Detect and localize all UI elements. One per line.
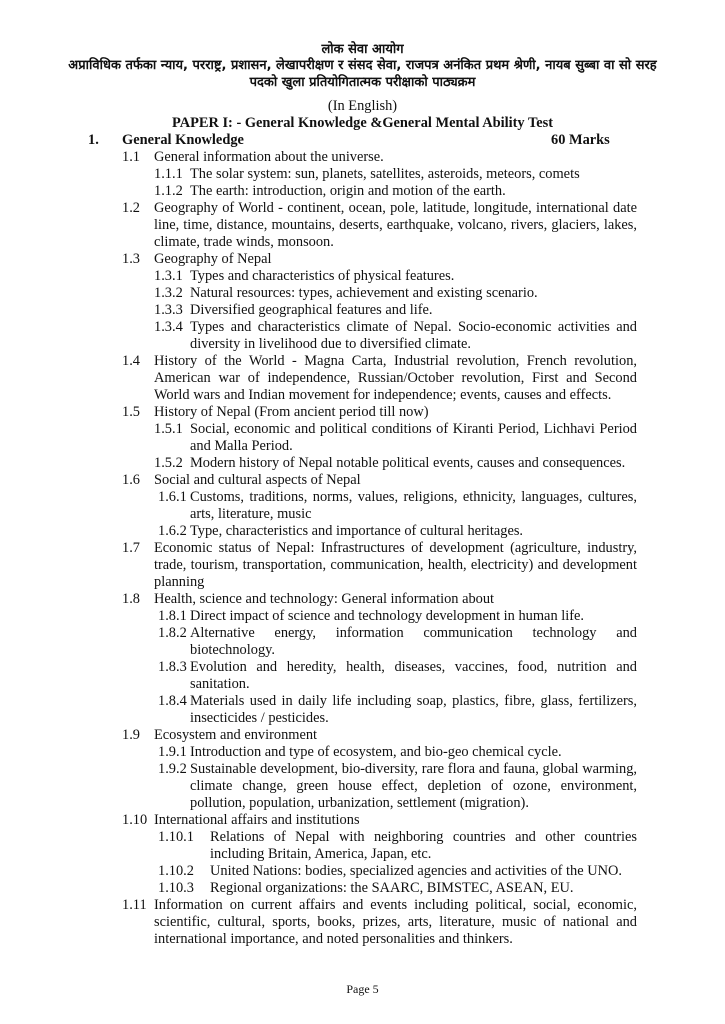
item-number: 1.5.2 (154, 455, 183, 471)
item-number: 1.8 (122, 591, 140, 607)
item-number: 1.7 (122, 540, 140, 556)
item-text: Materials used in daily life including soap, plastics, fibre, glass, fertilizers, insecticides / pesticides. (190, 693, 637, 727)
item-text: Evolution and heredity, health, diseases, vaccines, food, nutrition and sanitation. (190, 659, 637, 693)
item-text: Social, economic and political conditions of Kiranti Period, Lichhavi Period and Malla Period. (190, 421, 637, 455)
item-text: Introduction and type of ecosystem, and bio-geo chemical cycle. (190, 744, 562, 760)
item-number: 1.3.2 (154, 285, 183, 301)
item-text: General information about the universe. (154, 149, 384, 165)
item-number: 1.8.4 (158, 693, 187, 709)
item-number: 1.2 (122, 200, 140, 216)
item-number: 1.1.1 (154, 166, 183, 182)
item-text: Modern history of Nepal notable political events, causes and consequences. (190, 455, 626, 471)
item-text: The earth: introduction, origin and motion of the earth. (190, 183, 506, 199)
item-number: 1.3.1 (154, 268, 183, 284)
item-text: Health, science and technology: General information about (154, 591, 495, 607)
item-number: 1.8.3 (158, 659, 187, 675)
item-number: 1.5.1 (154, 421, 183, 437)
item-text: Customs, traditions, norms, values, religions, ethnicity, languages, cultures, arts, literature, music (190, 489, 637, 523)
item-number: 1.5 (122, 404, 140, 420)
item-number: 1.10.1 (158, 829, 194, 845)
paper-title: PAPER I: - General Knowledge &General Mental Ability Test (171, 115, 554, 131)
item-number: 1.9 (122, 727, 140, 743)
item-text: Alternative energy, information communication technology and biotechnology. (190, 625, 637, 659)
header-line-3: पदको खुला प्रतियोगितात्मक परीक्षाको पाठ्यक्रम (249, 75, 476, 90)
item-text: Ecosystem and environment (154, 727, 318, 743)
section-number: 1. (88, 132, 99, 148)
item-text: Diversified geographical features and life. (190, 302, 433, 318)
item-number: 1.6.2 (158, 523, 187, 539)
item-text: Geography of World - continent, ocean, pole, latitude, longitude, international date line, time, distance, mountains, deserts, earthquake, volcano, rivers, glaciers, lakes, climate, trade winds, monsoon. (154, 200, 637, 251)
item-text: Direct impact of science and technology development in human life. (190, 608, 585, 624)
page-number: Page 5 (346, 982, 379, 996)
item-text: Type, characteristics and importance of cultural heritages. (190, 523, 524, 539)
item-text: Types and characteristics climate of Nepal. Socio-economic activities and diversity in livelihood due to diversified climate. (190, 319, 637, 353)
item-number: 1.8.1 (158, 608, 187, 624)
item-number: 1.10 (122, 812, 148, 828)
item-text: Natural resources: types, achievement and existing scenario. (190, 285, 538, 301)
item-number: 1.1.2 (154, 183, 183, 199)
item-text: Economic status of Nepal: Infrastructures of development (agriculture, industry, trade, tourism, transportation, communication, health, electricity) and development planning (154, 540, 637, 591)
item-number: 1.10.3 (158, 880, 194, 896)
item-number: 1.3.4 (154, 319, 183, 335)
item-number: 1.9.1 (158, 744, 187, 760)
item-number: 1.4 (122, 353, 140, 369)
item-text: Geography of Nepal (154, 251, 272, 267)
item-text: Regional organizations: the SAARC, BIMSTEC, ASEAN, EU. (210, 880, 574, 896)
item-text: History of the World - Magna Carta, Industrial revolution, French revolution, American war of independence, Russian/October revolution, First and Second World wars and Indian movement for independence; events, causes and effects. (154, 353, 637, 404)
item-number: 1.3.3 (154, 302, 183, 318)
item-number: 1.11 (122, 897, 147, 913)
section-title: General Knowledge (122, 132, 244, 148)
item-text: The solar system: sun, planets, satellites, asteroids, meteors, comets (190, 166, 580, 182)
item-number: 1.3 (122, 251, 140, 267)
item-text: United Nations: bodies, specialized agencies and activities of the UNO. (210, 863, 623, 879)
item-number: 1.1 (122, 149, 140, 165)
item-number: 1.8.2 (158, 625, 187, 641)
header-line-2: अप्राविधिक तर्फका न्याय, परराष्ट्र, प्रशासन, लेखापरीक्षण र संसद सेवा, राजपत्र अनंकित प्रथम श्रेणी, नायब सुब्बा वा सो सरह (68, 58, 657, 73)
language-note: (In English) (327, 98, 398, 114)
item-number: 1.10.2 (158, 863, 194, 879)
item-number: 1.9.2 (158, 761, 187, 777)
item-text: Types and characteristics of physical features. (190, 268, 455, 284)
item-number: 1.6 (122, 472, 140, 488)
item-text: Relations of Nepal with neighboring countries and other countries including Britain, America, Japan, etc. (210, 829, 637, 863)
item-text: International affairs and institutions (154, 812, 360, 828)
item-text: Sustainable development, bio-diversity, rare flora and fauna, global warming, climate change, green house effect, depletion of ozone, environment, pollution, population, urbanization, settlement (migration). (190, 761, 637, 812)
header-line-1: लोक सेवा आयोग (321, 42, 404, 57)
item-text: Information on current affairs and events including political, social, economic, scientific, cultural, sports, books, prizes, arts, literature, music of national and international importance, and noted personalities and thinkers. (154, 897, 637, 948)
item-number: 1.6.1 (158, 489, 187, 505)
item-text: Social and cultural aspects of Nepal (154, 472, 361, 488)
section-marks: 60 Marks (551, 132, 610, 148)
item-text: History of Nepal (From ancient period till now) (154, 404, 429, 420)
